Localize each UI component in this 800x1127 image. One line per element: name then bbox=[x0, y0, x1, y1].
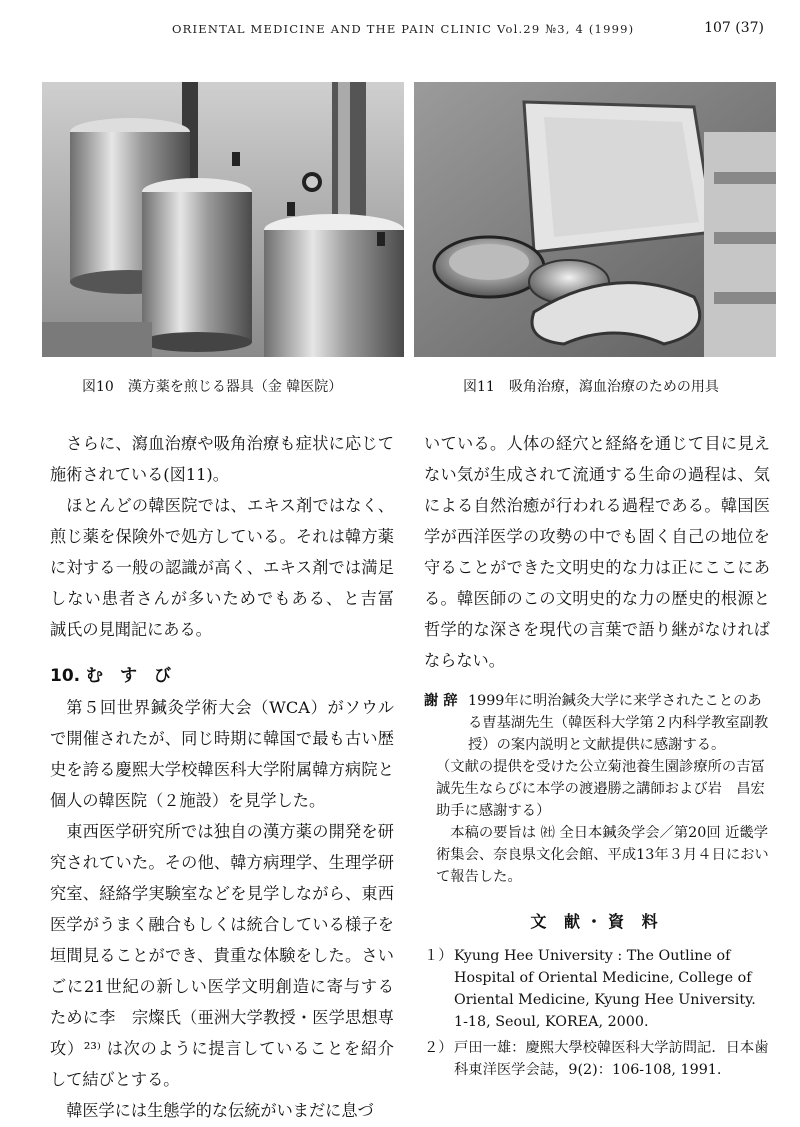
paragraph-quote-start: 韓医学には生態学的な伝統がいまだに息づ bbox=[66, 1101, 374, 1120]
reference-text: Kyung Hee University : The Outline of Hospital of Oriental Medicine, College of Oriental Medicine, Kyung Hee University. 1-18, Seoul, KOREA, 2000. bbox=[454, 948, 756, 1030]
acknowledgements bbox=[424, 690, 780, 888]
reference-item bbox=[424, 945, 770, 1033]
right-column bbox=[424, 428, 780, 1085]
reference-number: １） bbox=[424, 948, 453, 964]
running-header bbox=[0, 20, 800, 42]
acknowledgements-text: 1999年に明治鍼灸大学に来学されたことのある曺基湖先生（韓医科大学第２内科学教室副教授）の案内説明と文献提供に感謝する。 bbox=[468, 693, 769, 753]
paragraph-bloodletting: さらに、瀉血治療や吸角治療も症状に応じて施術されている(図11)。 bbox=[50, 434, 394, 484]
reference-item bbox=[424, 1037, 770, 1081]
acknowledgements-label: 謝 辞 bbox=[424, 693, 458, 709]
paragraph-decoction: ほとんどの韓医院では、エキス剤ではなく、煎じ薬を保険外で処方している。それは韓方薬に対する一般の認識が高く、エキス剤では満足しない患者さんが多いためでもある、と吉冨 誠氏の見聞記にある。 bbox=[50, 496, 411, 639]
left-column bbox=[50, 428, 411, 1126]
journal-running-head: ORIENTAL MEDICINE AND THE PAIN CLINIC Vol.29 №3, 4 (1999) bbox=[172, 22, 635, 36]
section-heading-conclusion: 10. む す び bbox=[50, 666, 172, 686]
reference-number: ２） bbox=[424, 1040, 453, 1056]
paragraph-quote-continued: いている。人体の経穴と経絡を通じて目に見えない気が生成されて流通する生命の過程は、気による自然治癒が行われる過程である。韓国医学が西洋医学の攻勢の中でも固く自己の地位を守ることができた文明史的な力は正にここにある。韓医師のこの文明史的な力の歴史的根源と哲学的な深さを現代の言葉で語り継がなければならない。 bbox=[424, 434, 770, 670]
references-title: 文 献・資 料 bbox=[530, 912, 664, 931]
page-number: 107 (37) bbox=[704, 20, 764, 36]
figure-11-photo bbox=[414, 82, 776, 357]
paragraph-research-institute: 東西医学研究所では独自の漢方薬の開発を研究されていた。その他、韓方病理学、生理学研究室、経絡学実験室などを見学しながら、東西医学がうまく融合もしくは統合している様子を垣間見ることができ、貴重な体験をした。さいごに21世紀の新しい医学文明創造に寄与するために李 宗燦氏（亜洲大学教授・医学思想専攻）²³⁾ は次のように提言していることを紹介して結びとする。 bbox=[50, 822, 394, 1089]
figure-10-caption: 図10 漢方薬を煎じる器具（金 韓医院） bbox=[82, 379, 343, 395]
acknowledgements-additional: （文献の提供を受けた公立菊池養生園診療所の吉冨 誠先生ならびに本学の渡邉勝之講師および岩 昌宏助手に感謝する） bbox=[436, 759, 780, 819]
figure-11-caption: 図11 吸角治療，瀉血治療のための用具 bbox=[463, 379, 719, 395]
presentation-note: 本稿の要旨は ㈳ 全日本鍼灸学会／第20回 近畿学術集会、奈良県文化会館、平成13年３月４日において報告した。 bbox=[436, 825, 769, 885]
figure-10-photo bbox=[42, 82, 404, 357]
paragraph-wca: 第５回世界鍼灸学術大会（WCA）がソウルで開催されたが、同じ時期に韓国で最も古い歴史を誇る慶熙大学校韓医科大学附属韓方病院と個人の韓医院（２施設）を見学した。 bbox=[50, 698, 394, 810]
reference-text: 戸田一雄：慶熙大學校韓医科大学訪問記．日本歯科東洋医学会誌，9(2)：106-108, 1991. bbox=[454, 1040, 769, 1078]
